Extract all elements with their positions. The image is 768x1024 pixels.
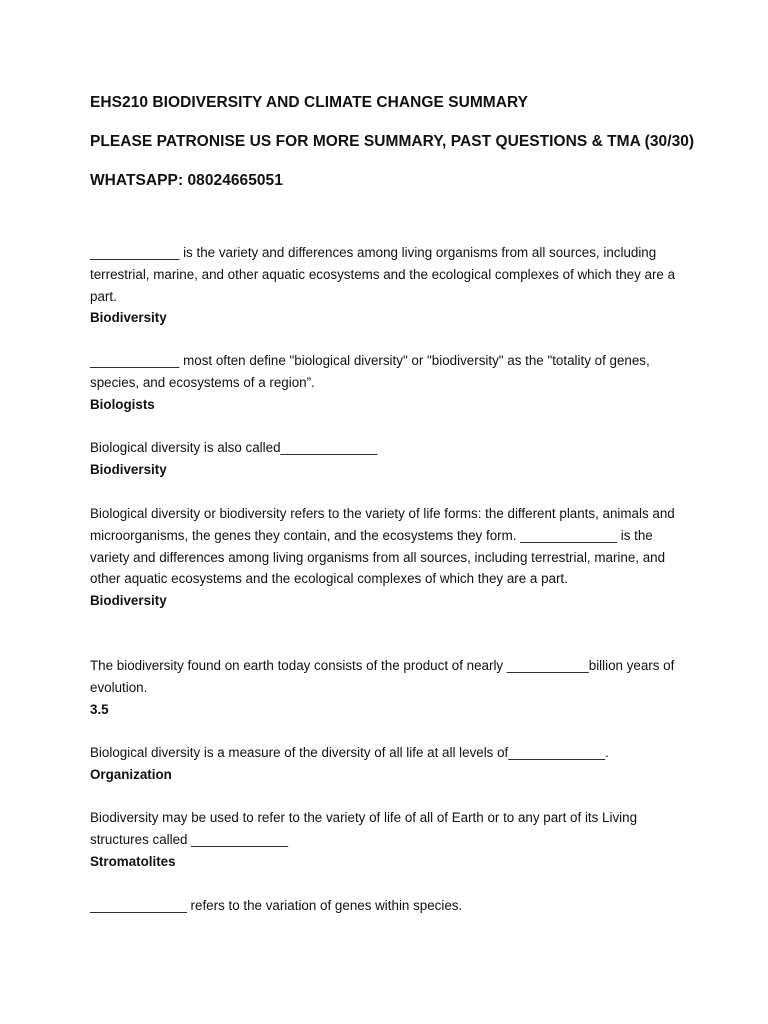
question-text: Biodiversity may be used to refer to the variety of life of all of Earth or to any part of its Living structures called _____________ <box>90 810 638 847</box>
whatsapp-contact: WHATSAPP: 08024665051 <box>90 172 283 189</box>
question-block <box>90 503 680 612</box>
answer-text: Biodiversity <box>90 593 167 609</box>
question-block <box>90 655 680 720</box>
question-block <box>90 242 680 329</box>
question-text: Biological diversity or biodiversity refers to the variety of life forms: the different plants, animals and microorganisms, the genes they contain, and the ecosystems they form. _____________ is the variety and differences among living organisms from all sources, including terrestrial, marine, and other aquatic ecosystems and the ecological complexes of which they are a part. <box>90 506 675 587</box>
promo-line: PLEASE PATRONISE US FOR MORE SUMMARY, PAST QUESTIONS & TMA (30/30) <box>90 133 695 150</box>
answer-text: Biodiversity <box>90 310 167 326</box>
question-text: Biological diversity is also called_____________ <box>90 440 378 455</box>
document-title: EHS210 BIODIVERSITY AND CLIMATE CHANGE SUMMARY <box>90 94 529 111</box>
question-text: ____________ is the variety and differences among living organisms from all sources, including terrestrial, marine, and other aquatic ecosystems and the ecological complexes of which they are a part. <box>90 245 676 304</box>
question-text: The biodiversity found on earth today consists of the product of nearly ___________billion years of evolution. <box>90 658 675 695</box>
answer-text: Stromatolites <box>90 853 176 869</box>
answer-text: 3.5 <box>90 701 109 717</box>
answer-text: Organization <box>90 766 172 782</box>
question-text: Biological diversity is a measure of the diversity of all life at all levels of_____________. <box>90 745 609 760</box>
question-text: ____________ most often define "biological diversity" or "biodiversity" as the "totality of genes, species, and ecosystems of a region”. <box>90 353 650 390</box>
question-block <box>90 437 680 481</box>
answer-text: Biologists <box>90 396 155 412</box>
question-block <box>90 350 680 415</box>
question-text: _____________ refers to the variation of genes within species. <box>90 898 463 913</box>
question-block <box>90 895 680 917</box>
question-block <box>90 807 680 872</box>
question-block <box>90 742 680 786</box>
answer-text: Biodiversity <box>90 461 167 477</box>
